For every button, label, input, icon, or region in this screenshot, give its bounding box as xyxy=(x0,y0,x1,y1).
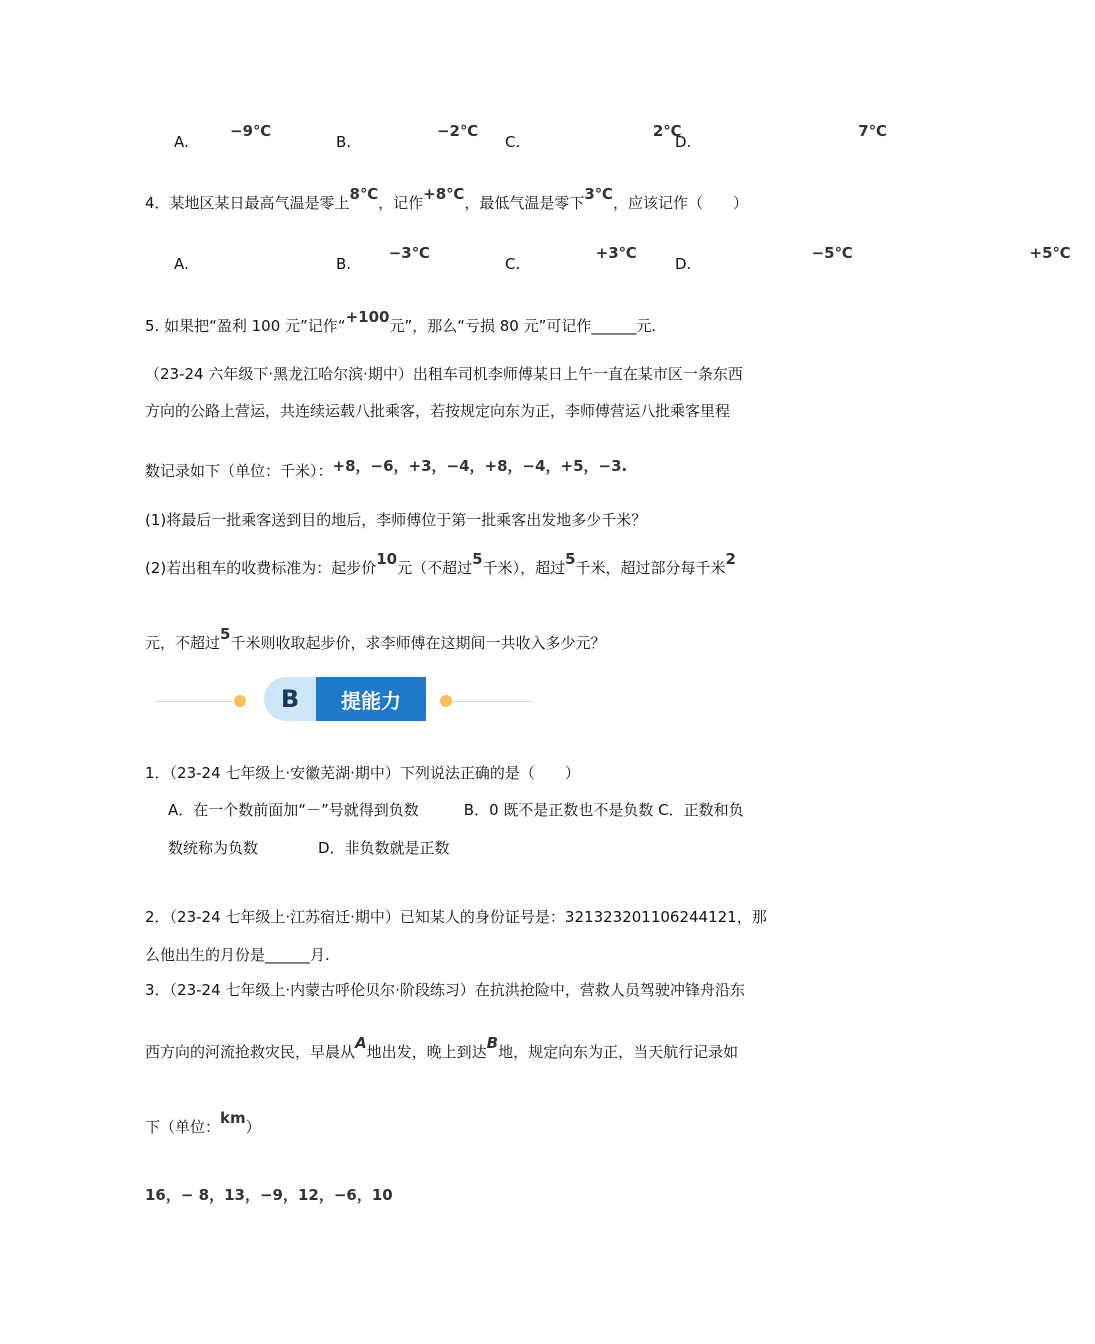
q4-option-a-value: −3℃ xyxy=(388,244,430,262)
q6-text: 千米，超过部分每千米 xyxy=(575,559,726,577)
q4-option-d-value: +5℃ xyxy=(1029,244,1071,262)
q6-line2: 方向的公路上营运，共连续运载八批乘客，若按规定向东为正，李师傅营运八批乘客里程 xyxy=(145,402,731,420)
b3-text: 地，规定向东为正，当天航行记录如 xyxy=(498,1043,739,1061)
section-letter: B xyxy=(280,685,300,713)
b3-math: km xyxy=(220,1109,246,1127)
q4-text: ，记作 xyxy=(378,194,424,212)
b3-text: ） xyxy=(245,1118,261,1136)
q6-text: 千米），超过 xyxy=(482,559,566,577)
q6-math: 5 xyxy=(565,550,576,568)
q5-stem xyxy=(145,308,657,336)
b3-line1: 3．（23-24 七年级上·内蒙古呼伦贝尔·阶段练习）在抗洪抢险中，营救人员驾驶冲锋舟沿东 xyxy=(145,981,745,999)
section-dot-right xyxy=(440,695,452,707)
q6-math: 10 xyxy=(376,550,398,568)
q6-text: 千米则收取起步价，求李师傅在这期间一共收入多少元？ xyxy=(230,634,606,652)
q3-option-c-value: 2℃ xyxy=(652,122,682,140)
b3-line3 xyxy=(145,1109,261,1137)
q3-option-a-label: A. xyxy=(174,133,189,151)
b3-text: 地出发，晚上到达 xyxy=(366,1043,487,1061)
q6-line1: （23-24 六年级下·黑龙江哈尔滨·期中）出租车司机李师傅某日上午一直在某市区一条东西 xyxy=(145,365,743,383)
q3-option-d-label: D. xyxy=(675,133,692,151)
q3-option-b-label: B. xyxy=(336,133,352,151)
b3-values: 16，− 8，13，−9，12，−6，10 xyxy=(145,1186,393,1204)
q6-text: 元，不超过 xyxy=(145,634,221,652)
q6-part2 xyxy=(145,550,736,578)
b3-line2 xyxy=(145,1034,739,1062)
q6-math: 5 xyxy=(472,550,483,568)
q6-values: +8，−6，+3，−4，+8，−4，+5，−3. xyxy=(332,457,628,475)
q6-text: 数记录如下（单位：千米）： xyxy=(145,462,333,480)
b3-math: A xyxy=(355,1034,367,1052)
q3-option-d-value: 7℃ xyxy=(858,122,887,140)
b3-text: 西方向的河流抢救灾民，早晨从 xyxy=(145,1043,356,1061)
q3-option-c-label: C. xyxy=(505,133,521,151)
b1-options-line1: A．在一个数前面加“－”号就得到负数 B．0 既不是正数也不是负数 C．正数和负 xyxy=(168,801,744,819)
q4-option-b-value: +3℃ xyxy=(595,244,637,262)
q4-math: +8℃ xyxy=(423,185,465,203)
q3-option-a-value: −9℃ xyxy=(230,122,272,140)
q4-option-a-label: A. xyxy=(174,255,189,273)
q4-math: 8℃ xyxy=(349,185,379,203)
section-title: 提能力 xyxy=(316,677,426,721)
q4-option-c-value: −5℃ xyxy=(811,244,853,262)
q4-text: ，应该记作（ ） xyxy=(612,194,748,212)
q4-option-b-label: B. xyxy=(336,255,352,273)
q5-text: 元”，那么“亏损 80 元”可记作______元. xyxy=(389,317,657,335)
q4-option-d-label: D. xyxy=(675,255,692,273)
q6-math: 5 xyxy=(220,625,231,643)
b1-options-line2: 数统称为负数 D．非负数就是正数 xyxy=(168,839,450,857)
b2-line1: 2．（23-24 七年级上·江苏宿迁·期中）已知某人的身份证号是：321323201106244121，那 xyxy=(145,908,767,926)
q6-math: 2 xyxy=(725,550,736,568)
q5-math: +100 xyxy=(345,308,390,326)
b1-stem: 1．（23-24 七年级上·安徽芜湖·期中）下列说法正确的是（ ） xyxy=(145,764,580,782)
b2-line2: 么他出生的月份是______月. xyxy=(145,946,330,964)
section-badge xyxy=(264,677,426,721)
q6-part1: (1)将最后一批乘客送到目的地后，李师傅位于第一批乘客出发地多少千米？ xyxy=(145,511,647,529)
section-dot-left xyxy=(234,695,246,707)
section-divider-left xyxy=(155,701,245,702)
q4-stem xyxy=(145,185,748,213)
b3-math: B xyxy=(486,1034,499,1052)
q4-text: 4．某地区某日最高气温是零上 xyxy=(145,194,350,212)
q3-option-b-value: −2℃ xyxy=(436,122,479,140)
q4-option-c-label: C. xyxy=(505,255,521,273)
q4-text: ，最低气温是零下 xyxy=(464,194,585,212)
q6-text: (2)若出租车的收费标准为：起步价 xyxy=(145,559,377,577)
section-divider-right xyxy=(452,701,532,702)
q6-line3 xyxy=(145,457,628,481)
q5-text: 5. 如果把“盈利 100 元”记作“ xyxy=(145,317,346,335)
b3-text: 下（单位： xyxy=(145,1118,221,1136)
q4-math: 3℃ xyxy=(584,185,613,203)
q6-text: 元（不超过 xyxy=(397,559,473,577)
q6-part2-cont xyxy=(145,625,606,653)
